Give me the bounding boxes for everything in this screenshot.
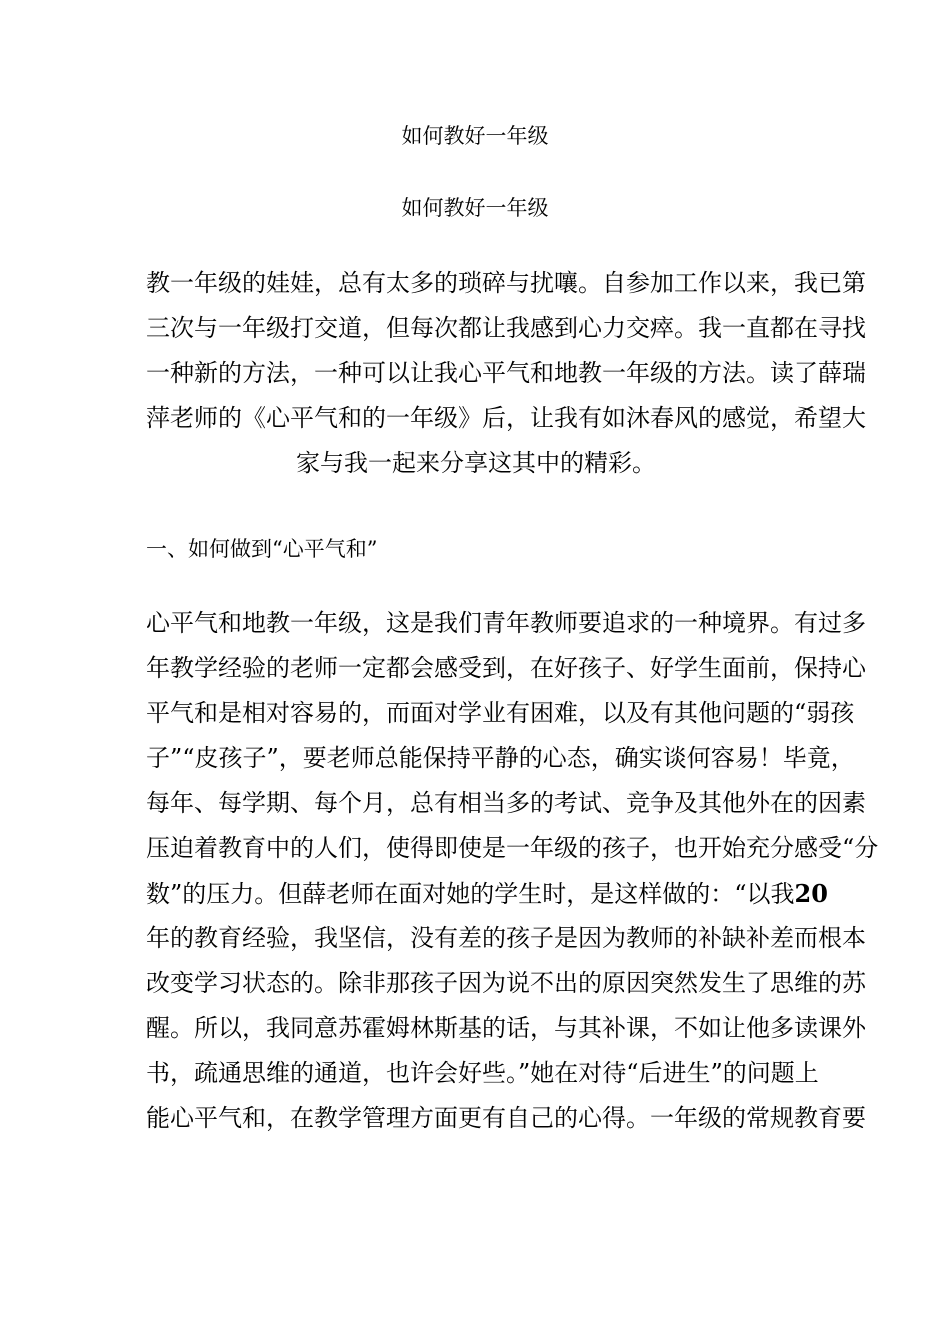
- intro-line: 萍老师的《心平气和的一年级》后，让我有如沐春风的感觉，希望大: [146, 404, 866, 432]
- document-title: 如何教好一年级: [401, 124, 549, 148]
- body-line: 子”“皮孩子”，要老师总能保持平静的心态，确实谈何容易！毕竟，: [146, 744, 855, 772]
- body-line: 年教学经验的老师一定都会感受到，在好孩子、好学生面前，保持心: [146, 654, 866, 682]
- document-subtitle: 如何教好一年级: [401, 196, 549, 220]
- body-line: 每年、每学期、每个月，总有相当多的考试、竞争及其他外在的因素: [146, 789, 866, 817]
- body-line: 改变学习状态的。除非那孩子因为说不出的原因突然发生了思维的苏: [146, 969, 866, 997]
- intro-line: 一种新的方法，一种可以让我心平气和地教一年级的方法。读了薛瑞: [146, 359, 866, 387]
- body-line: 平气和是相对容易的，而面对学业有困难，以及有其他问题的“弱孩: [146, 699, 855, 727]
- section-heading: 一、如何做到“心平气和”: [146, 537, 378, 561]
- body-line: 醒。所以，我同意苏霍姆林斯基的话，与其补课，不如让他多读课外: [146, 1014, 866, 1042]
- intro-paragraph: [146, 261, 866, 486]
- body-line-text: 数”的压力。但薛老师在面对她的学生时，是这样做的：“以我: [146, 880, 795, 908]
- intro-line: 三次与一年级打交道，但每次都让我感到心力交瘁。我一直都在寻找: [146, 314, 866, 342]
- body-line: 心平气和地教一年级，这是我们青年教师要追求的一种境界。有过多: [146, 609, 866, 637]
- body-line-with-number: [146, 871, 828, 916]
- bold-number: 20: [794, 879, 828, 908]
- body-line: 年的教育经验，我坚信，没有差的孩子是因为教师的补缺补差而根本: [146, 924, 866, 952]
- body-line: 压迫着教育中的人们，使得即使是一年级的孩子，也开始充分感受“分: [146, 834, 879, 862]
- intro-line: 家与我一起来分享这其中的精彩。: [296, 449, 656, 477]
- body-line: 能心平气和，在教学管理方面更有自己的心得。一年级的常规教育要: [146, 1104, 866, 1132]
- body-paragraph: [146, 601, 879, 1141]
- body-line: 书，疏通思维的通道，也许会好些。”她在对待“后进生”的问题上: [146, 1059, 819, 1087]
- intro-line: 教一年级的娃娃，总有太多的琐碎与扰嚷。自参加工作以来，我已第: [146, 269, 866, 297]
